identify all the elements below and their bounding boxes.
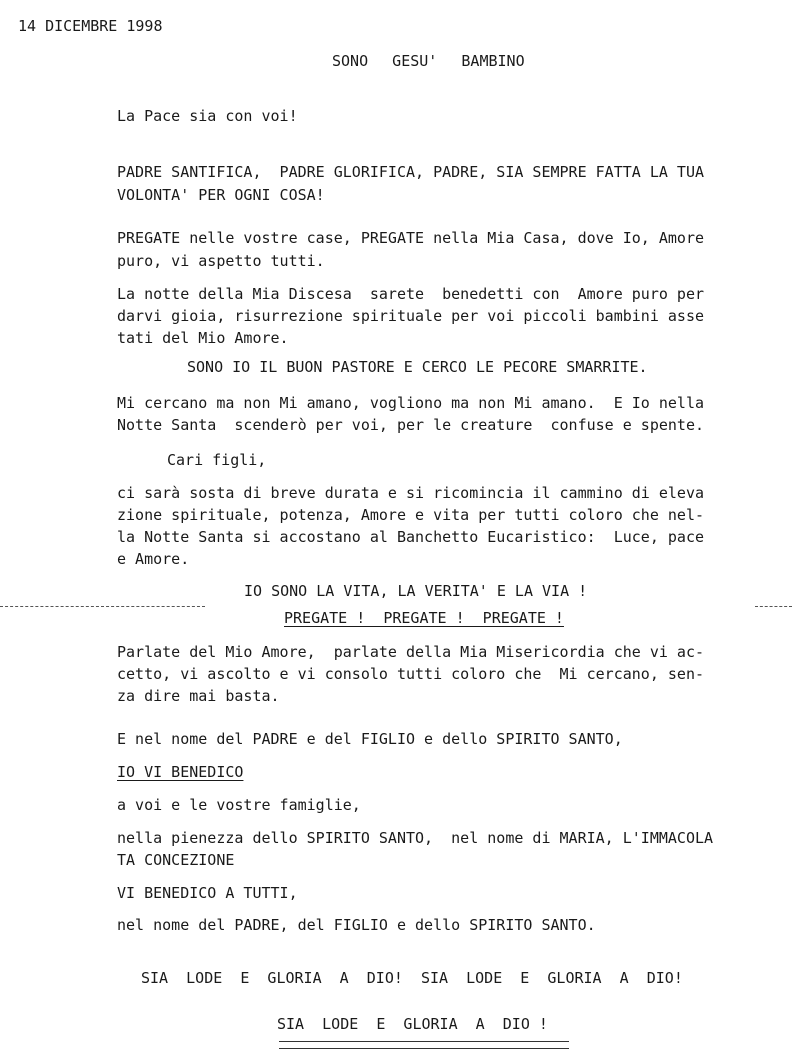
praise-line: SIA LODE E GLORIA A DIO ! [277,1015,548,1033]
paragraph-line: Notte Santa scenderò per voi, per le creature confuse e spente. [117,416,704,434]
blessing-line: VI BENEDICO A TUTTI, [117,884,298,902]
paragraph-line: nella pienezza dello SPIRITO SANTO, nel nome di MARIA, L'IMMACOLA [117,829,714,847]
praise-line: SIA LODE E GLORIA A DIO! SIA LODE E GLORIA A DIO! [141,969,683,987]
paragraph-line: za dire mai basta. [117,687,280,705]
paragraph-line: darvi gioia, risurrezione spirituale per voi piccoli bambini asse [117,307,704,325]
paragraph-line: la Notte Santa si accostano al Banchetto Eucaristico: Luce, pace [117,528,704,546]
paragraph-line: PREGATE nelle vostre case, PREGATE nella Mia Casa, dove Io, Amore [117,229,704,247]
paragraph-line: tati del Mio Amore. [117,329,289,347]
document-title: SONO GESU' BAMBINO [332,52,525,70]
paragraph-line: VOLONTA' PER OGNI COSA! [117,186,325,204]
paragraph-line: TA CONCEZIONE [117,851,235,869]
pray-heading: PREGATE ! PREGATE ! PREGATE ! [284,609,564,627]
document-date: 14 DICEMBRE 1998 [18,17,163,35]
shepherd-heading: SONO IO IL BUON PASTORE E CERCO LE PECORE SMARRITE. [187,358,648,376]
paragraph-line: ci sarà sosta di breve durata e si ricomincia il cammino di eleva [117,484,704,502]
trinity-line: E nel nome del PADRE e del FIGLIO e dello SPIRITO SANTO, [117,730,623,748]
greeting: La Pace sia con voi! [117,107,298,125]
fold-line-right [755,606,792,607]
blessing-heading: IO VI BENEDICO [117,763,244,781]
paragraph-line: zione spirituale, potenza, Amore e vita per tutti coloro che nel- [117,506,704,524]
paragraph-line: puro, vi aspetto tutti. [117,252,325,270]
paragraph-line: La notte della Mia Discesa sarete benedetti con Amore puro per [117,285,704,303]
trinity-line: nel nome del PADRE, del FIGLIO e dello SPIRITO SANTO. [117,916,596,934]
paragraph-line: Mi cercano ma non Mi amano, vogliono ma non Mi amano. E Io nella [117,394,704,412]
paragraph-line: Parlate del Mio Amore, parlate della Mia Misericordia che vi ac- [117,643,704,661]
paragraph-line: e Amore. [117,550,190,568]
paragraph-line: PADRE SANTIFICA, PADRE GLORIFICA, PADRE, SIA SEMPRE FATTA LA TUA [117,163,704,181]
fold-line-left [0,606,205,607]
families-line: a voi e le vostre famiglie, [117,796,361,814]
salutation: Cari figli, [167,451,267,469]
paragraph-line: cetto, vi ascolto e vi consolo tutti coloro che Mi cercano, sen- [117,665,704,683]
closing-double-rule [279,1041,569,1049]
life-heading: IO SONO LA VITA, LA VERITA' E LA VIA ! [244,582,588,600]
